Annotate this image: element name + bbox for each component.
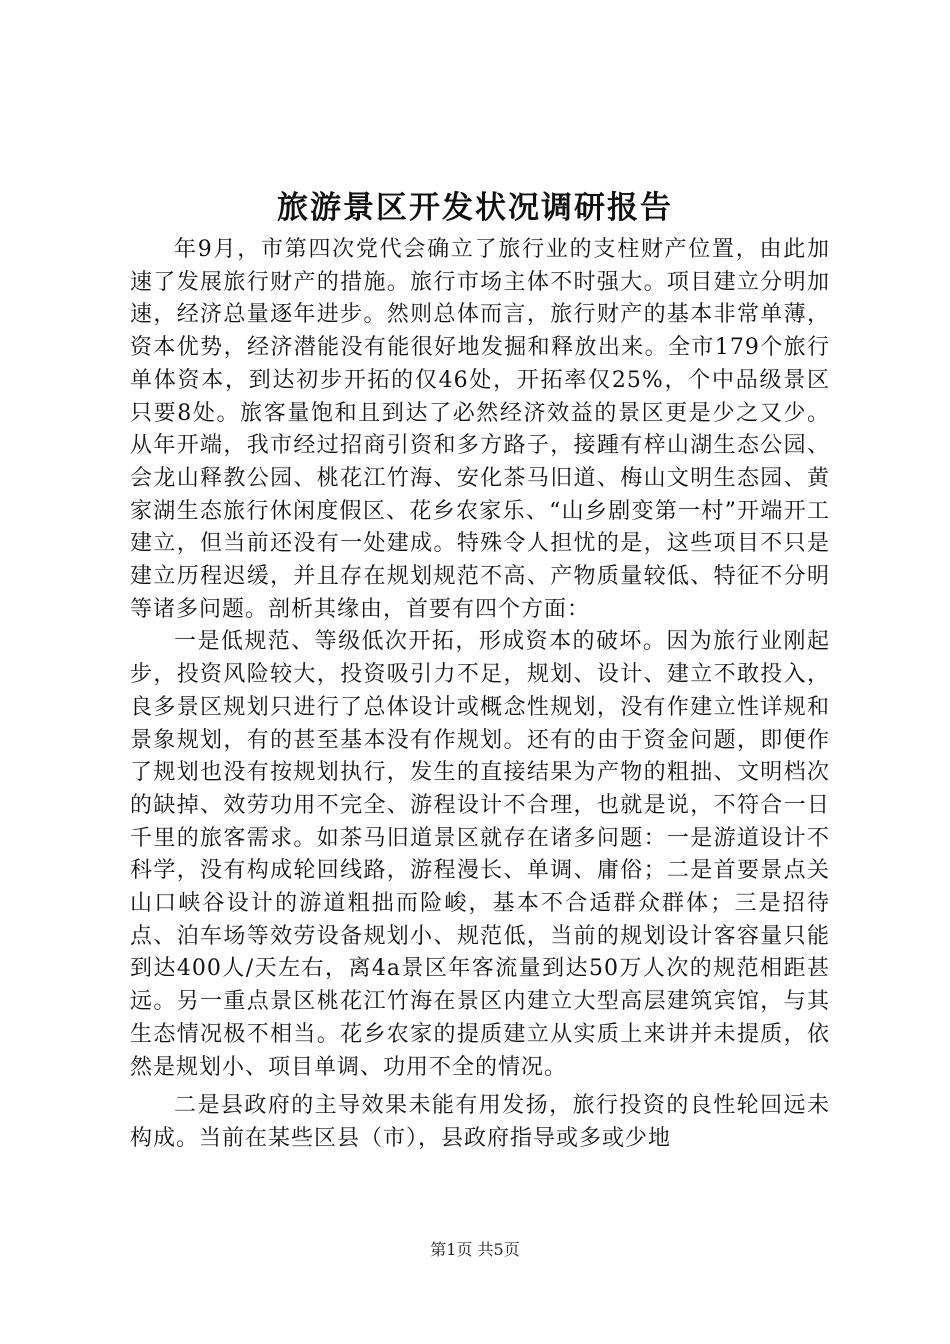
document-body: [130, 234, 830, 1156]
paragraph-point-two: 二是县政府的主导效果未能有用发扬，旅行投资的良性轮回远未构成。当前在某些区县（市），县政府指导或多或少地: [130, 1093, 830, 1151]
paragraph-intro: 年9月，市第四次党代会确立了旅行业的支柱财产位置，由此加速了发展旅行财产的措施。旅行市场主体不时强大。项目建立分明加速，经济总量逐年进步。然则总体而言，旅行财产的基本非常单薄，资本优势，经济潜能没有能很好地发掘和释放出来。全市179个旅行单体资本，到达初步开拓的仅46处，开拓率仅25%，个中品级景区只要8处。旅客量饱和且到达了必然经济效益的景区更是少之又少。从年开端，我市经过招商引资和多方路子，接踵有梓山湖生态公园、会龙山释教公园、桃花江竹海、安化茶马旧道、梅山文明生态园、黄家湖生态旅行休闲度假区、花乡农家乐、“山乡剧变第一村”开端开工建立，但当前还没有一处建成。特殊令人担忧的是，这些项目不只是建立历程迟缓，并且存在规划规范不高、产物质量较低、特征不分明等诸多问题。剖析其缘由，首要有四个方面：: [130, 237, 830, 622]
paragraph-point-one: 一是低规范、等级低次开拓，形成资本的破坏。因为旅行业刚起步，投资风险较大，投资吸引力不足，规划、设计、建立不敢投入，良多景区规划只进行了总体设计或概念性规划，没有作建立性详规和景象规划，有的甚至基本没有作规划。还有的由于资金问题，即便作了规划也没有按规划执行，发生的直接结果为产物的粗拙、文明档次的缺掉、效劳功用不完全、游程设计不合理，也就是说，不符合一日千里的旅客需求。如茶马旧道景区就存在诸多问题：一是游道设计不科学，没有构成轮回线路，游程漫长、单调、庸俗；二是首要景点关山口峡谷设计的游道粗拙而险峻，基本不合适群众群体；三是招待点、泊车场等效劳设备规划小、规范低，当前的规划设计客容量只能到达400人/天左右，离4a景区年客流量到达50万人次的规范相距甚远。另一重点景区桃花江竹海在景区内建立大型高层建筑宾馆，与其生态情况极不相当。花乡农家的提质建立从实质上来讲并未提质，依然是规划小、项目单调、功用不全的情况。: [130, 629, 830, 1080]
page-number-footer: 第1页 共5页: [430, 1240, 520, 1259]
document-title: 旅游景区开发状况调研报告: [277, 190, 673, 226]
